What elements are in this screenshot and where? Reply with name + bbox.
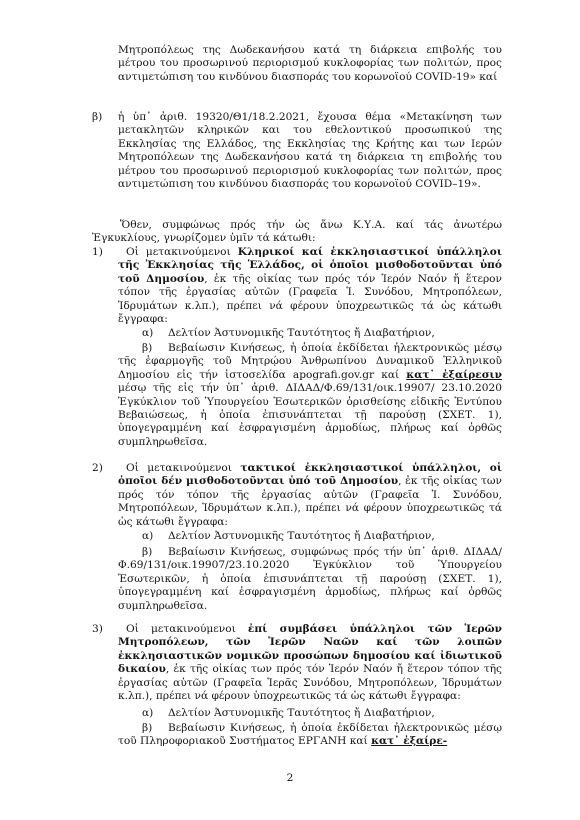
item-1-a-label: α) xyxy=(142,327,154,339)
item-3-a-paragraph xyxy=(168,707,502,720)
item-2-post: , ἐκ τῆς οἰκίας των πρός τόν τόπον τῆς ἐργασίας αὐτῶν (Γραφεῖα Ἱ. Συνόδου, Μητροπόλεων, Ἱδρυμάτων κ.λπ.), πρέπει νά φέρουν ὑποχρεωτικῶς τά ὡς κάτωθι ἔγγραφα: xyxy=(118,475,502,528)
item-2-number: 2) xyxy=(92,462,103,474)
item-2-a-text: Δελτίον Ἀστυνομικῆς Ταυτότητος ἤ Διαβατήριον, xyxy=(168,530,435,542)
item-3-a-label: α) xyxy=(142,707,154,719)
item-3-number: 3) xyxy=(92,623,103,635)
item-3-b-bold: κατ᾽ ἐξαίρε- xyxy=(371,735,448,748)
continued-paragraph xyxy=(118,44,502,84)
continued-text: Μητροπόλεως της Δωδεκανήσου κατά τη διάρκεια επιβολής του μέτρου του προσωρινού περιορισμού κυκλοφορίας των πολιτών, προς αντιμετώπιση του κινδύνου διασποράς του κορωνοϊού COVID-19» καί xyxy=(118,44,502,83)
item-1-post: , ἐκ τῆς οἰκίας των πρός τόν Ἱερόν Ναόν ἤ ἕτερον τόπον τῆς ἐργασίας αὐτῶν (Γραφεῖα Ἱ. Συνόδου, Μητροπόλεων, Ἱδρυμάτων κ.λπ.), πρέπει νά φέρουν ὑποχρεωτικῶς τά ὡς κάτωθι ἔγγραφα: xyxy=(118,272,502,326)
item-1-bold: Κληρικοί καί ἐκκλησιαστικοί ὑπάλληλοι τῆς Ἐκκλησίας τῆς Ἑλλάδος, οἱ ὁποῖοι μισθοδοτοῦνται ὑπό τοῦ Δημοσίου xyxy=(118,246,502,285)
item-2-b-paragraph xyxy=(118,546,502,613)
item-2-b-text: Βεβαίωσιν Κινήσεως, συμφώνως πρός τήν ὑπ᾽ ἀριθ. ΔΙΔΑΔ/Φ.69/131/οικ.19907/23.10.2020 Ἐγκύκλιον τοῦ Ὑπουργείου Ἐσωτερικῶν, ἡ ὁποία ἐπισυνάπτεται τῇ παρούσῃ (ΣΧΕΤ. 1), ὑπογεγραμμένη καί ἐσφραγισμένη ἁρμοδίως, πλήρως καί ὀρθῶς συμπληρωθεῖσα. xyxy=(118,546,502,612)
intro-text: Ὅθεν, συμφώνως πρός τήν ὡς ἄνω Κ.Υ.Α. καί τάς ἀνωτέρω Ἐγκυκλίους, γνωρίζομεν ὑμῖν τά κάτωθι: xyxy=(92,219,502,245)
item-3-pre: Οἱ μετακινούμενοι xyxy=(126,623,248,635)
item-1-pre: Οἱ μετακινούμενοι xyxy=(126,246,238,258)
reference-b-label: β) xyxy=(92,111,103,123)
item-1-b-post: μέσῳ τῆς εἰς τήν ὑπ᾽ ἀριθ. ΔΙΔΑΔ/Φ.69/131/οικ.19907/ 23.10.2020 Ἐγκύκλιον τοῦ Ὑπουργείου Ἐσωτερικῶν ὁρισθείσης εἰδικῆς Ἐντύπου Βεβαιώσεως, ἡ ὁποία ἐπισυνάπτεται τῇ παρούσῃ (ΣΧΕΤ. 1), ὑπογεγραμμένη καί ἐσφραγισμένη ἁρμοδίως, πλήρως καί ὀρθῶς συμπληρωθεῖσα. xyxy=(118,382,502,448)
intro-paragraph xyxy=(92,219,502,246)
item-3-b-paragraph xyxy=(118,722,502,749)
item-3-bold: ἐπί συμβάσει ὑπάλληλοι τῶν Ἱερῶν Μητροπόλεων, τῶν Ἱερῶν Ναῶν καί τῶν λοιπῶν ἐκκλησιαστικῶν νομικῶν προσώπων δημοσίου καί ἰδιωτικοῦ δικαίου xyxy=(118,623,502,676)
item-1-b-paragraph xyxy=(118,342,502,449)
item-2-paragraph xyxy=(118,462,502,529)
reference-b-paragraph xyxy=(118,111,502,191)
item-1-b-pre: Βεβαίωσιν Κινήσεως, ἡ ὁποία ἐκδίδεται ἠλεκτρονικῶς μέσῳ τῆς ἐφαρμογῆς τοῦ Μητρῴου Ἀνθρωπίνου Δυναμικοῦ Ἑλληνικοῦ Δημοσίου εἰς τήν ἱστοσελίδα apografi.gov.gr καί xyxy=(118,342,502,381)
item-2-b-label: β) xyxy=(142,546,153,558)
item-3-paragraph xyxy=(118,623,502,703)
item-3-a-text: Δελτίον Ἀστυνομικῆς Ταυτότητος ἤ Διαβατήριον, xyxy=(168,707,435,719)
item-2-a-paragraph xyxy=(168,530,502,543)
item-1-a-text: Δελτίον Ἀστυνομικῆς Ταυτότητος ἤ Διαβατήριον, xyxy=(168,327,435,339)
item-3-b-pre: Βεβαίωσιν Κινήσεως, ἡ ὁποία ἐκδίδεται ἠλεκτρονικῶς μέσῳ τοῦ Πληροφοριακοῦ Συστήματος ΕΡΓΑΝΗ καί xyxy=(118,722,502,748)
item-1-a-paragraph xyxy=(168,327,502,340)
item-2-a-label: α) xyxy=(142,530,154,542)
item-2-bold: τακτικοί ἐκκλησιαστικοί ὑπάλληλοι, οἱ ὁποῖοι δέν μισθοδοτοῦνται ὑπό τοῦ Δημοσίου xyxy=(118,462,502,488)
item-3-post: , ἐκ τῆς οἰκίας των πρός τόν Ἱερόν Ναόν ἤ ἕτερον τόπον τῆς ἐργασίας αὐτῶν (Γραφεῖα Ἱερᾶς Συνόδου, Μητροπόλεων, Ἱδρυμάτων κ.λπ.), πρέπει νά φέρουν ὑποχρεωτικῶς τά ὡς κάτωθι ἔγγραφα: xyxy=(118,663,502,703)
item-1-b-label: β) xyxy=(142,342,153,354)
item-1-paragraph xyxy=(118,246,502,326)
item-2-pre: Οἱ μετακινούμενοι xyxy=(126,462,241,474)
item-1-b-bold: κατ᾽ ἐξαίρεσιν xyxy=(406,368,502,381)
item-3-b-label: β) xyxy=(142,722,153,734)
reference-b-text: ἡ ὑπ᾽ ἀριθ. 19320/Θ1/18.2.2021, ἔχουσα θέμα «Μετακίνηση των μετακλητῶν κληρικῶν και του εθελοντικού προσωπικού της Εκκλησίας της Ελλάδος, της Εκκλησίας της Κρήτης και των Ιερών Μητροπόλεων της Δωδεκανήσου κατά τη διάρκεια τη επιβολής του μέτρου του προσωρινού περιορισμού κυκλοφορίας των πολιτών, προς αντιμετώπιση του κινδύνου διασποράς του κορωνοϊού COVID–19». xyxy=(118,111,502,191)
page-number: 2 xyxy=(286,772,294,784)
item-1-number: 1) xyxy=(92,246,103,258)
